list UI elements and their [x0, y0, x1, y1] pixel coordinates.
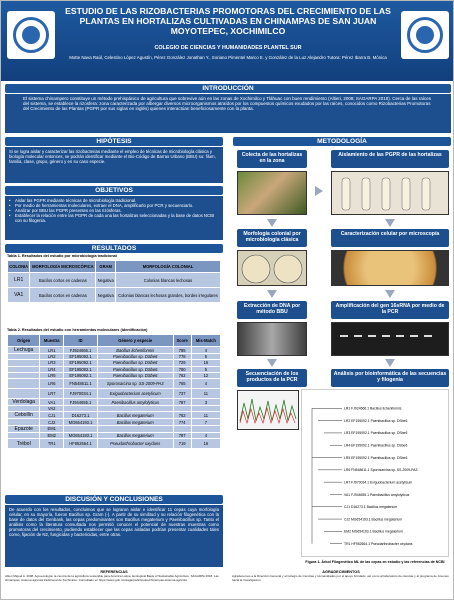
table-cell: 787	[173, 432, 191, 438]
method-step-pcr: Amplificación del gen 16sRNA por medio de la PCR	[331, 301, 449, 319]
table-cell: LR2	[40, 354, 64, 360]
table-header-row	[8, 261, 221, 273]
table-row	[8, 412, 221, 419]
table-cell: Cebollín	[8, 412, 40, 419]
intro-heading: INTRODUCCIÓN	[5, 84, 451, 93]
table-cell	[8, 389, 40, 399]
cch-logo	[401, 11, 449, 59]
table-cell: 7	[191, 419, 220, 425]
arrow-right-icon	[315, 186, 323, 196]
table-cell: Paenibacillus sp. DSbe6	[97, 360, 173, 366]
tree-leaf-label: LR7 FJ970034.1 Exiguobacterium acetylicum	[344, 480, 413, 485]
table-row	[8, 379, 221, 389]
table-cell: 780	[173, 366, 191, 372]
methodology-heading: METODOLOGÍA	[233, 137, 451, 146]
table-cell: LR7	[40, 389, 64, 399]
arrow-down-icon	[385, 219, 395, 227]
table-header: ID	[64, 335, 98, 347]
table-cell: FN548611.1	[64, 379, 98, 389]
table-cell: 737	[173, 389, 191, 399]
table-header: Score	[173, 335, 191, 347]
table-cell: 5	[191, 354, 220, 360]
table-cell: Negativa	[96, 273, 116, 288]
table-morphology	[7, 260, 221, 303]
tree-leaf-label: VA1 FJ944655.1 Paenibacillus amylolyticus	[344, 492, 410, 497]
college-name: COLEGIO DE CIENCIAS Y HUMANIDADES PLANTEL SUR	[154, 45, 302, 51]
tree-caption: Figura 1. Árbol Filogenético ML de las cepas en estudio y las referencias de NCBI	[305, 560, 445, 564]
table-row	[8, 425, 221, 432]
table-cell: VA1	[8, 288, 30, 303]
discussion-heading: DISCUSIÓN Y CONCLUSIONES	[5, 495, 223, 504]
table-cell: Colonias blancas lechosas	[115, 273, 220, 288]
tree-leaf-label: LR4 EF195092.1 Paenibacillus sp. DSbe6	[344, 443, 408, 448]
table-cell: 5	[191, 366, 220, 372]
table1-caption: Tabla 1. Resultados del estudio por microbiología tradicional	[7, 254, 117, 258]
hypothesis-text: Si se logra aislar y caracterizar las rizobacterias mediante el empleo de técnicas de microbiología clásica y biología molecular entonces, se podrán identificar mediante el Bio-Código de Barras Urbano (BBU) su: filum, familia, clase, grupo, género y en su caso especie.	[5, 147, 223, 183]
table-cell: 729	[173, 360, 191, 366]
table-cell: 762	[173, 372, 191, 378]
table-cell: LR3	[40, 360, 64, 366]
header-band	[1, 1, 454, 81]
intro-text: El sistema chinampero constituye un método prehispánico de agricultura que sobrevive aún en las zonas de Xochimilco y Tláhuac con buen rendimiento (Altieri, 2008; SAGARPA 2018). Cerca de las raíces del sistema, se establece la rizosfera: zona caracterizada por albergar diversos microorganismos atraídos por los compuestos químicos exudados por las raíces, conocidos como Rizobacterias Promotoras del Crecimiento de las Plantas (PGPR por sus siglas en inglés) quienes interactúan beneficiosamente con la planta.	[5, 94, 451, 133]
table-row	[8, 288, 221, 303]
tree-leaf-label: LR1 FJ924666.1 Bacillus licheniformis	[344, 406, 402, 411]
objective-item: • Aislar las PGPR mediante técnicas de microbiología tradicional.	[9, 198, 219, 203]
table-cell: 774	[173, 419, 191, 425]
table-cell: LR5	[40, 372, 64, 378]
chromatogram-photo	[237, 390, 299, 430]
table-molecular	[7, 334, 221, 449]
method-step-colony: Morfología colonial por microbiología clásica	[237, 229, 307, 247]
table-row	[8, 439, 221, 449]
table-cell: EF195092.1	[64, 360, 98, 366]
table-cell: D16273.1	[64, 412, 98, 419]
phylogenetic-tree	[301, 389, 449, 557]
table-cell: Bacillus megaterium	[97, 432, 173, 438]
table-cell: 12	[191, 372, 220, 378]
poster-title: ESTUDIO DE LAS RIZOBACTERIAS PROMOTORAS DEL CRECIMIENTO DE LAS PLANTAS EN HORTALIZAS CULTIVADAS EN CHINAMPAS DE SAN JUAN MOYOTEPEC, XOCHIMILCO	[65, 6, 391, 36]
table-cell: LR1	[40, 347, 64, 354]
dna-extraction-photo	[237, 322, 307, 356]
tree-leaf-label: CJ2 MG654193.1 Bacillus megaterium	[344, 517, 403, 522]
table-cell: 778	[173, 354, 191, 360]
references-heading: REFERENCIAS	[100, 570, 128, 574]
table-cell: FJ924666.1	[64, 347, 98, 354]
table-cell: EF195092.1	[64, 372, 98, 378]
tubes-photo	[331, 171, 449, 215]
table-cell: Bacillus megaterium	[97, 419, 173, 425]
method-step-sequencing: Secuenciación de los productos de la PCR	[237, 369, 307, 387]
table-cell: 4	[191, 379, 220, 389]
authors-line: Motte Nava Raúl, Celestino López Agustín, Pérez González Jonathan Y., Soriano Pimentel Marco E. y González de la Luz Alejandro Tutora: Pérez Ibarra B. Mónica	[69, 55, 387, 60]
table-cell: 16	[191, 439, 220, 449]
tree-leaf-label: CJ1 D16273.1 Bacillus megaterium	[344, 505, 398, 510]
table-cell: EF195092.1	[64, 366, 98, 372]
table-cell: CJ2	[40, 419, 64, 425]
table-row	[8, 273, 221, 288]
table-cell	[173, 425, 191, 432]
table-cell: CJ1	[40, 412, 64, 419]
method-step-dna: Extracción de DNA por método BBU	[237, 301, 307, 319]
table-cell: Epazote	[8, 425, 40, 432]
table-cell	[97, 425, 173, 432]
table-cell: 4	[191, 347, 220, 354]
table-cell: HF952664.1	[64, 439, 98, 449]
unam-logo	[7, 11, 55, 59]
table-cell: Bacilos cortos en cadenas	[30, 273, 96, 288]
table-cell	[191, 425, 220, 432]
objective-item: • Establecer la relación entre las PGPR de cada una las hortalizas seleccionadas y la base de datos NCBI con su filogenia.	[9, 213, 219, 223]
tree-leaf-label: TR1 HF952664.1 Pseudarthrobacter oxydans	[344, 541, 413, 546]
table-cell: Bacillus megaterium	[97, 412, 173, 419]
table-cell: Paenibacillus sp. DSbe6	[97, 372, 173, 378]
table-header: Origen	[8, 335, 40, 347]
table-cell: EM2	[40, 432, 64, 438]
table-cell	[8, 379, 40, 389]
table-cell	[64, 425, 98, 432]
table-cell: EF195092.1	[64, 354, 98, 360]
table-cell: Paenibacillus sp. DSbe6	[97, 354, 173, 360]
table-cell: FJ944655.1	[64, 399, 98, 406]
method-step-microscopy: Caracterización celular por microscopía	[331, 229, 449, 247]
tree-leaf-label: LR3 EF195092.1 Paenibacillus sp. DSbe6	[344, 431, 408, 436]
table-cell: 3	[191, 399, 220, 406]
objectives-list	[5, 196, 223, 240]
arrow-down-icon	[385, 359, 395, 367]
tree-leaf-label: LR6 FN548611.1 Sporosarcina sp. SS-2009-PA3	[344, 468, 418, 473]
table-cell: 11	[191, 389, 220, 399]
table-cell: Bacillus licheniformis	[97, 347, 173, 354]
table-cell: Exiguobacterium acetylicum	[97, 389, 173, 399]
discussion-text: De acuerdo con los resultados, concluimos que se lograron aislar e identificar 11 cepas cuya morfología celular, en su mayoría, fueron Bacillus sp. Gram (-). A partir de su similitud y su relación filogenética con la base de datos del Genbank, las cepas predominantes son Bacillus megaterium y Paenibacillus sp. Tanto el análisis como la literatura consultada nos permitió conocer el potencial de nuestras muestras como promotoras del crecimiento, pudiendo establecer que las cepas aisladas podrían presentar cualidades tales como, fijación de N2, fungicidas y bactericidas, entre otras.	[5, 505, 223, 567]
table-cell: Bacilos cortos en cadenas	[30, 288, 96, 303]
objectives-heading: OBJETIVOS	[5, 186, 223, 195]
table-cell: VA1	[40, 399, 64, 406]
hypothesis-heading: HIPÓTESIS	[5, 137, 223, 146]
table-cell: Sporosarcina sp. SS-2009-PA3	[97, 379, 173, 389]
table-cell: Colonias blancas lechosas grandes, bordes irregulares	[115, 288, 220, 303]
table-cell: 762	[173, 412, 191, 419]
table-header: Muestra	[40, 335, 64, 347]
table-cell: 785	[173, 347, 191, 354]
arrow-down-icon	[267, 359, 277, 367]
table-cell: 16	[191, 360, 220, 366]
method-step-collect: Colecta de las hortalizas en la zona	[237, 150, 307, 168]
table-cell: 11	[191, 412, 220, 419]
table-header: MORFOLOGÍA MICROSCÓPICA	[30, 261, 96, 273]
table-cell: MG654193.1	[64, 432, 98, 438]
arrow-down-icon	[385, 290, 395, 298]
objective-item: • Por medio de herramientas moleculares, extraer el DNA, amplificarlo por PCR y secuenciarlo.	[9, 203, 219, 208]
table-header: COLONIA	[8, 261, 30, 273]
table-cell: Paenibacillus amylolyticus	[97, 399, 173, 406]
table-header: Género y especie	[97, 335, 173, 347]
table-row	[8, 347, 221, 354]
table-cell: 719	[173, 439, 191, 449]
table-cell: Pseudarthrobacter oxydans	[97, 439, 173, 449]
tree-leaf-label: LR2 EF195092.1 Paenibacillus sp. DSbe6	[344, 418, 408, 423]
table-cell: Verdolaga	[8, 399, 40, 406]
arrow-down-icon	[267, 290, 277, 298]
table-cell: VA2	[40, 406, 64, 412]
table-cell: 4	[191, 432, 220, 438]
table2-caption: Tabla 2. Resultados del estudio con herramientas moleculares (identificación)	[7, 328, 148, 332]
table-cell: 765	[173, 379, 191, 389]
references-text: Altieri Miguel A. 2008. Agroecología: la ciencia de la agricultura sostenible para América Latina. Ecological Basis of Sustainable Agriculture. SAGARPA 2018. Las chinampas, sistema agrícola tradicional de Xochimilco. Consultado en https://www.gob.mx/sagarpa/articulos/chinampas-sistema-agricola	[5, 574, 219, 582]
table-row	[8, 399, 221, 406]
acknowledgements-heading: AGRADECIMIENTOS	[322, 570, 360, 574]
table-cell: LR6	[40, 379, 64, 389]
table-header: MORFOLOGÍA COLONIAL	[115, 261, 220, 273]
table-cell: MG654193.1	[64, 419, 98, 425]
table-cell: Trébol	[8, 439, 40, 449]
table-header: GRAM	[96, 261, 116, 273]
tree-leaf-label: LR5 EF195092.1 Paenibacillus sp. DSbe6	[344, 455, 408, 460]
arrow-down-icon	[267, 219, 277, 227]
table-cell: LR1	[8, 273, 30, 288]
microscopy-photo	[331, 250, 449, 286]
collection-photo	[237, 171, 307, 215]
table-cell: 787	[173, 399, 191, 406]
acknowledgements-text: Agradecemos a la Dirección General y al Colegio de Ciencias y Humanidades por el apoyo brindado, así como al laboratorio de ciencias y al programa de Jóvenes hacia la investigación.	[232, 574, 449, 582]
method-step-bioinformatics: Análisis por bioinformática de las secuencias y filogenia	[331, 369, 449, 387]
objective-item: • Analizar por BBU las PGPR presentes en las rizósferas.	[9, 208, 219, 213]
table-cell: LR4	[40, 366, 64, 372]
method-step-isolation: Aislamiento de las PGPR de las hortalizas	[331, 150, 449, 168]
table-header-row	[8, 335, 221, 347]
table-cell: Lechuga	[8, 347, 40, 354]
tree-leaf-label: EM2 MG654193.1 Bacillus megaterium	[344, 529, 403, 534]
table-cell: Negativa	[96, 288, 116, 303]
table-cell: Paenibacillus sp. DSbe6	[97, 366, 173, 372]
gel-photo	[331, 322, 449, 356]
table-row	[8, 389, 221, 399]
table-cell: EM1	[40, 425, 64, 432]
table-cell: FJ970034.1	[64, 389, 98, 399]
petri-photo	[237, 250, 307, 286]
table-header: Mis-Match	[191, 335, 220, 347]
table-cell: TR1	[40, 439, 64, 449]
results-heading: RESULTADOS	[5, 244, 223, 253]
